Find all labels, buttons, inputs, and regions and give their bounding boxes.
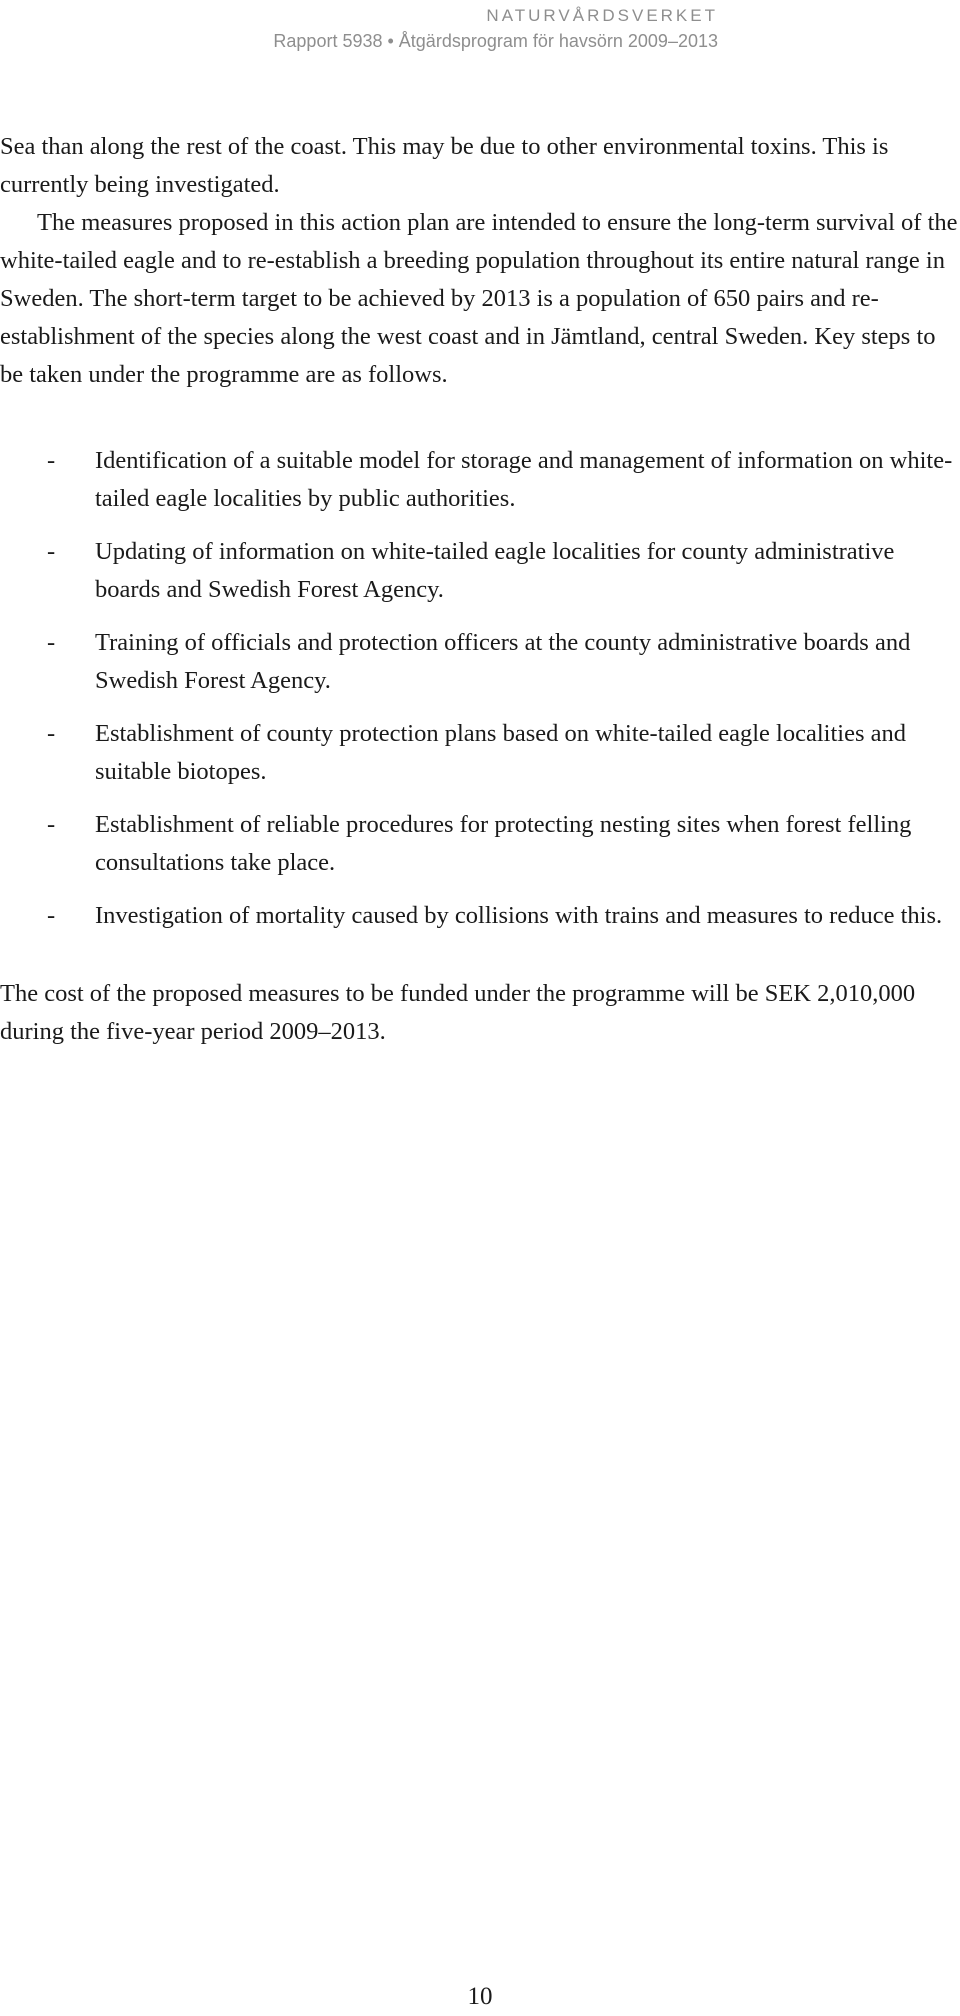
list-marker: - [47,720,56,747]
list-item-text: Identification of a suitable model for storage and management of information on white-tailed eagle localities by public authorities. [95,447,953,512]
list-item [0,533,960,609]
report-title: Rapport 5938 • Åtgärdsprogram för havsörn 2009–2013 [273,31,718,51]
list-marker: - [47,447,56,474]
list-item-text: Establishment of county protection plans based on white-tailed eagle localities and suitable biotopes. [95,720,906,785]
page-header [273,4,718,54]
list-item [0,624,960,700]
organization-name: NATURVÅRDSVERKET [486,6,718,25]
list-item [0,715,960,791]
list-marker: - [47,811,56,838]
paragraph-continuation: Sea than along the rest of the coast. This may be due to other environmental toxins. This is currently being investigated. [0,133,889,198]
key-steps-list [0,442,960,935]
list-item-text: Training of officials and protection officers at the county administrative boards and Swedish Forest Agency. [95,629,911,694]
list-item-text: Investigation of mortality caused by collisions with trains and measures to reduce this. [95,902,943,929]
list-item [0,897,960,935]
list-marker: - [47,538,56,565]
paragraph-cost: The cost of the proposed measures to be funded under the programme will be SEK 2,010,000 during the five-year period 2009–2013. [0,980,916,1045]
list-item [0,442,960,518]
list-item-text: Updating of information on white-tailed eagle localities for county administrative boards and Swedish Forest Agency. [95,538,895,603]
document-body [0,128,960,1051]
list-marker: - [47,902,56,929]
page-number: 10 [467,1983,493,2010]
paragraph-measures: The measures proposed in this action plan are intended to ensure the long-term survival of the white-tailed eagle and to re-establish a breeding population throughout its entire natural range in Sweden. The short-term target to be achieved by 2013 is a population of 650 pairs and re-establishment of the species along the west coast and in Jämtland, central Sweden. Key steps to be taken under the programme are as follows. [0,209,958,388]
list-item-text: Establishment of reliable procedures for protecting nesting sites when forest felling consultations take place. [95,811,912,876]
list-marker: - [47,629,56,656]
list-item [0,806,960,882]
